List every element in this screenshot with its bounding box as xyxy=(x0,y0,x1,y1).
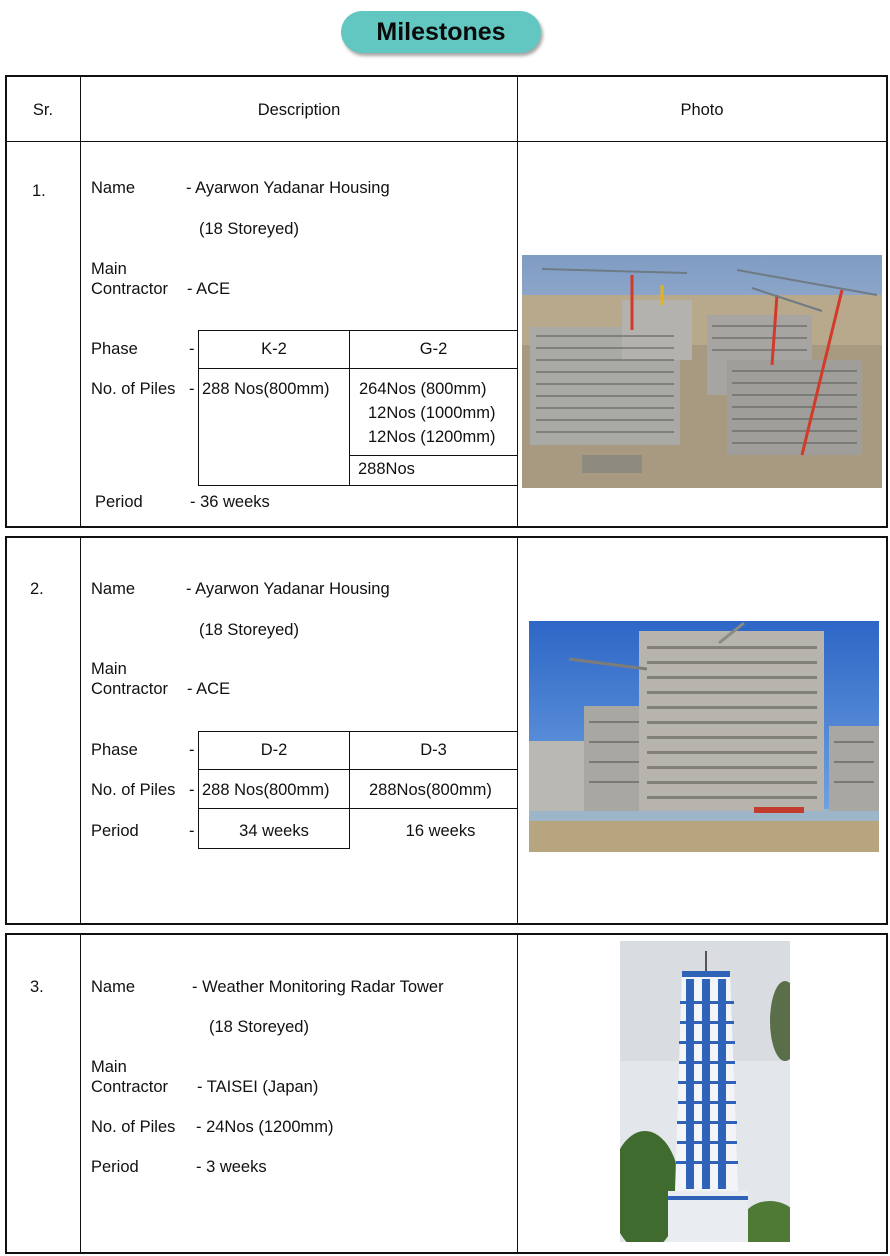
contractor-label-line1: Main xyxy=(91,1058,127,1076)
phase-table-line xyxy=(198,330,518,331)
name-label: Name xyxy=(91,580,136,598)
project-photo xyxy=(620,941,790,1242)
phase-label: Phase xyxy=(91,741,138,759)
phase-a: K-2 xyxy=(261,340,287,358)
period-value: - 36 weeks xyxy=(190,493,270,511)
piles-label: No. of Piles xyxy=(91,1118,176,1136)
phase-table-line xyxy=(198,731,518,732)
period-value: - 3 weeks xyxy=(196,1158,267,1176)
phase-table-line xyxy=(198,485,518,486)
piles-value: - 24Nos (1200mm) xyxy=(196,1118,334,1136)
table-border-top xyxy=(5,933,888,935)
table-border-bottom xyxy=(5,526,888,528)
piles-label: No. of Piles xyxy=(91,380,176,398)
col-divider-photo xyxy=(517,933,518,1254)
piles-b-line3: 12Nos (1200mm) xyxy=(368,428,496,446)
phase-a: D-2 xyxy=(260,741,288,759)
name-value: - Ayarwon Yadanar Housing xyxy=(186,580,390,598)
phase-table-line xyxy=(198,368,518,369)
table-border-bottom xyxy=(5,1252,888,1254)
storeyed-note: (18 Storeyed) xyxy=(209,1018,309,1036)
table-border-right xyxy=(886,536,888,925)
piles-dash: - xyxy=(189,380,195,398)
page-title: Milestones xyxy=(341,11,541,53)
row-sr: 3. xyxy=(30,978,44,996)
contractor-label-line2: Contractor xyxy=(91,280,169,298)
row-sr: 2. xyxy=(30,580,44,598)
table-border-left xyxy=(5,75,7,528)
name-value: - Ayarwon Yadanar Housing xyxy=(186,179,390,197)
contractor-value: - ACE xyxy=(187,280,231,298)
piles-b-line1: 264Nos (800mm) xyxy=(359,380,487,398)
period-label: Period xyxy=(91,822,139,840)
name-label: Name xyxy=(91,978,136,996)
phase-table-line xyxy=(198,848,350,849)
table-border-top xyxy=(5,75,888,77)
piles-a: 288 Nos(800mm) xyxy=(202,380,330,398)
period-label: Period xyxy=(95,493,143,511)
phase-table-line xyxy=(198,769,518,770)
phase-b: D-3 xyxy=(420,741,447,759)
period-a: 34 weeks xyxy=(239,822,309,840)
piles-b-total: 288Nos xyxy=(358,460,415,478)
name-value: - Weather Monitoring Radar Tower xyxy=(192,978,444,996)
phase-b: G-2 xyxy=(419,340,448,358)
table-border-bottom xyxy=(5,923,888,925)
row-sr: 1. xyxy=(32,182,46,200)
header-photo: Photo xyxy=(680,101,724,119)
header-divider xyxy=(5,141,888,142)
piles-label: No. of Piles xyxy=(91,781,176,799)
table-border-top xyxy=(5,536,888,538)
storeyed-note: (18 Storeyed) xyxy=(199,220,299,238)
period-label: Period xyxy=(91,1158,139,1176)
col-divider-sr xyxy=(80,933,81,1254)
contractor-label-line1: Main xyxy=(91,260,127,278)
phase-table-line xyxy=(349,455,518,456)
piles-a: 288 Nos(800mm) xyxy=(202,781,330,799)
piles-b: 288Nos(800mm) xyxy=(369,781,492,799)
project-photo xyxy=(529,621,879,852)
contractor-value: - ACE xyxy=(187,680,231,698)
table-border-right xyxy=(886,933,888,1254)
storeyed-note: (18 Storeyed) xyxy=(199,621,299,639)
contractor-value: - TAISEI (Japan) xyxy=(197,1078,319,1096)
phase-dash: - xyxy=(189,340,195,358)
table-border-right xyxy=(886,75,888,528)
col-divider-sr xyxy=(80,75,81,528)
table-border-left xyxy=(5,933,7,1254)
period-b: 16 weeks xyxy=(405,822,476,840)
phase-label: Phase xyxy=(91,340,138,358)
period-dash: - xyxy=(189,822,195,840)
col-divider-photo xyxy=(517,75,518,528)
phase-table-line xyxy=(198,808,518,809)
col-divider-sr xyxy=(80,536,81,925)
header-description: Description xyxy=(257,101,341,119)
contractor-label-line2: Contractor xyxy=(91,680,169,698)
phase-dash: - xyxy=(189,741,195,759)
contractor-label-line1: Main xyxy=(91,660,127,678)
contractor-label-line2: Contractor xyxy=(91,1078,169,1096)
header-sr: Sr. xyxy=(32,101,54,119)
table-border-left xyxy=(5,536,7,925)
piles-dash: - xyxy=(189,781,195,799)
name-label: Name xyxy=(91,179,136,197)
piles-b-line2: 12Nos (1000mm) xyxy=(368,404,496,422)
project-photo xyxy=(522,255,882,488)
